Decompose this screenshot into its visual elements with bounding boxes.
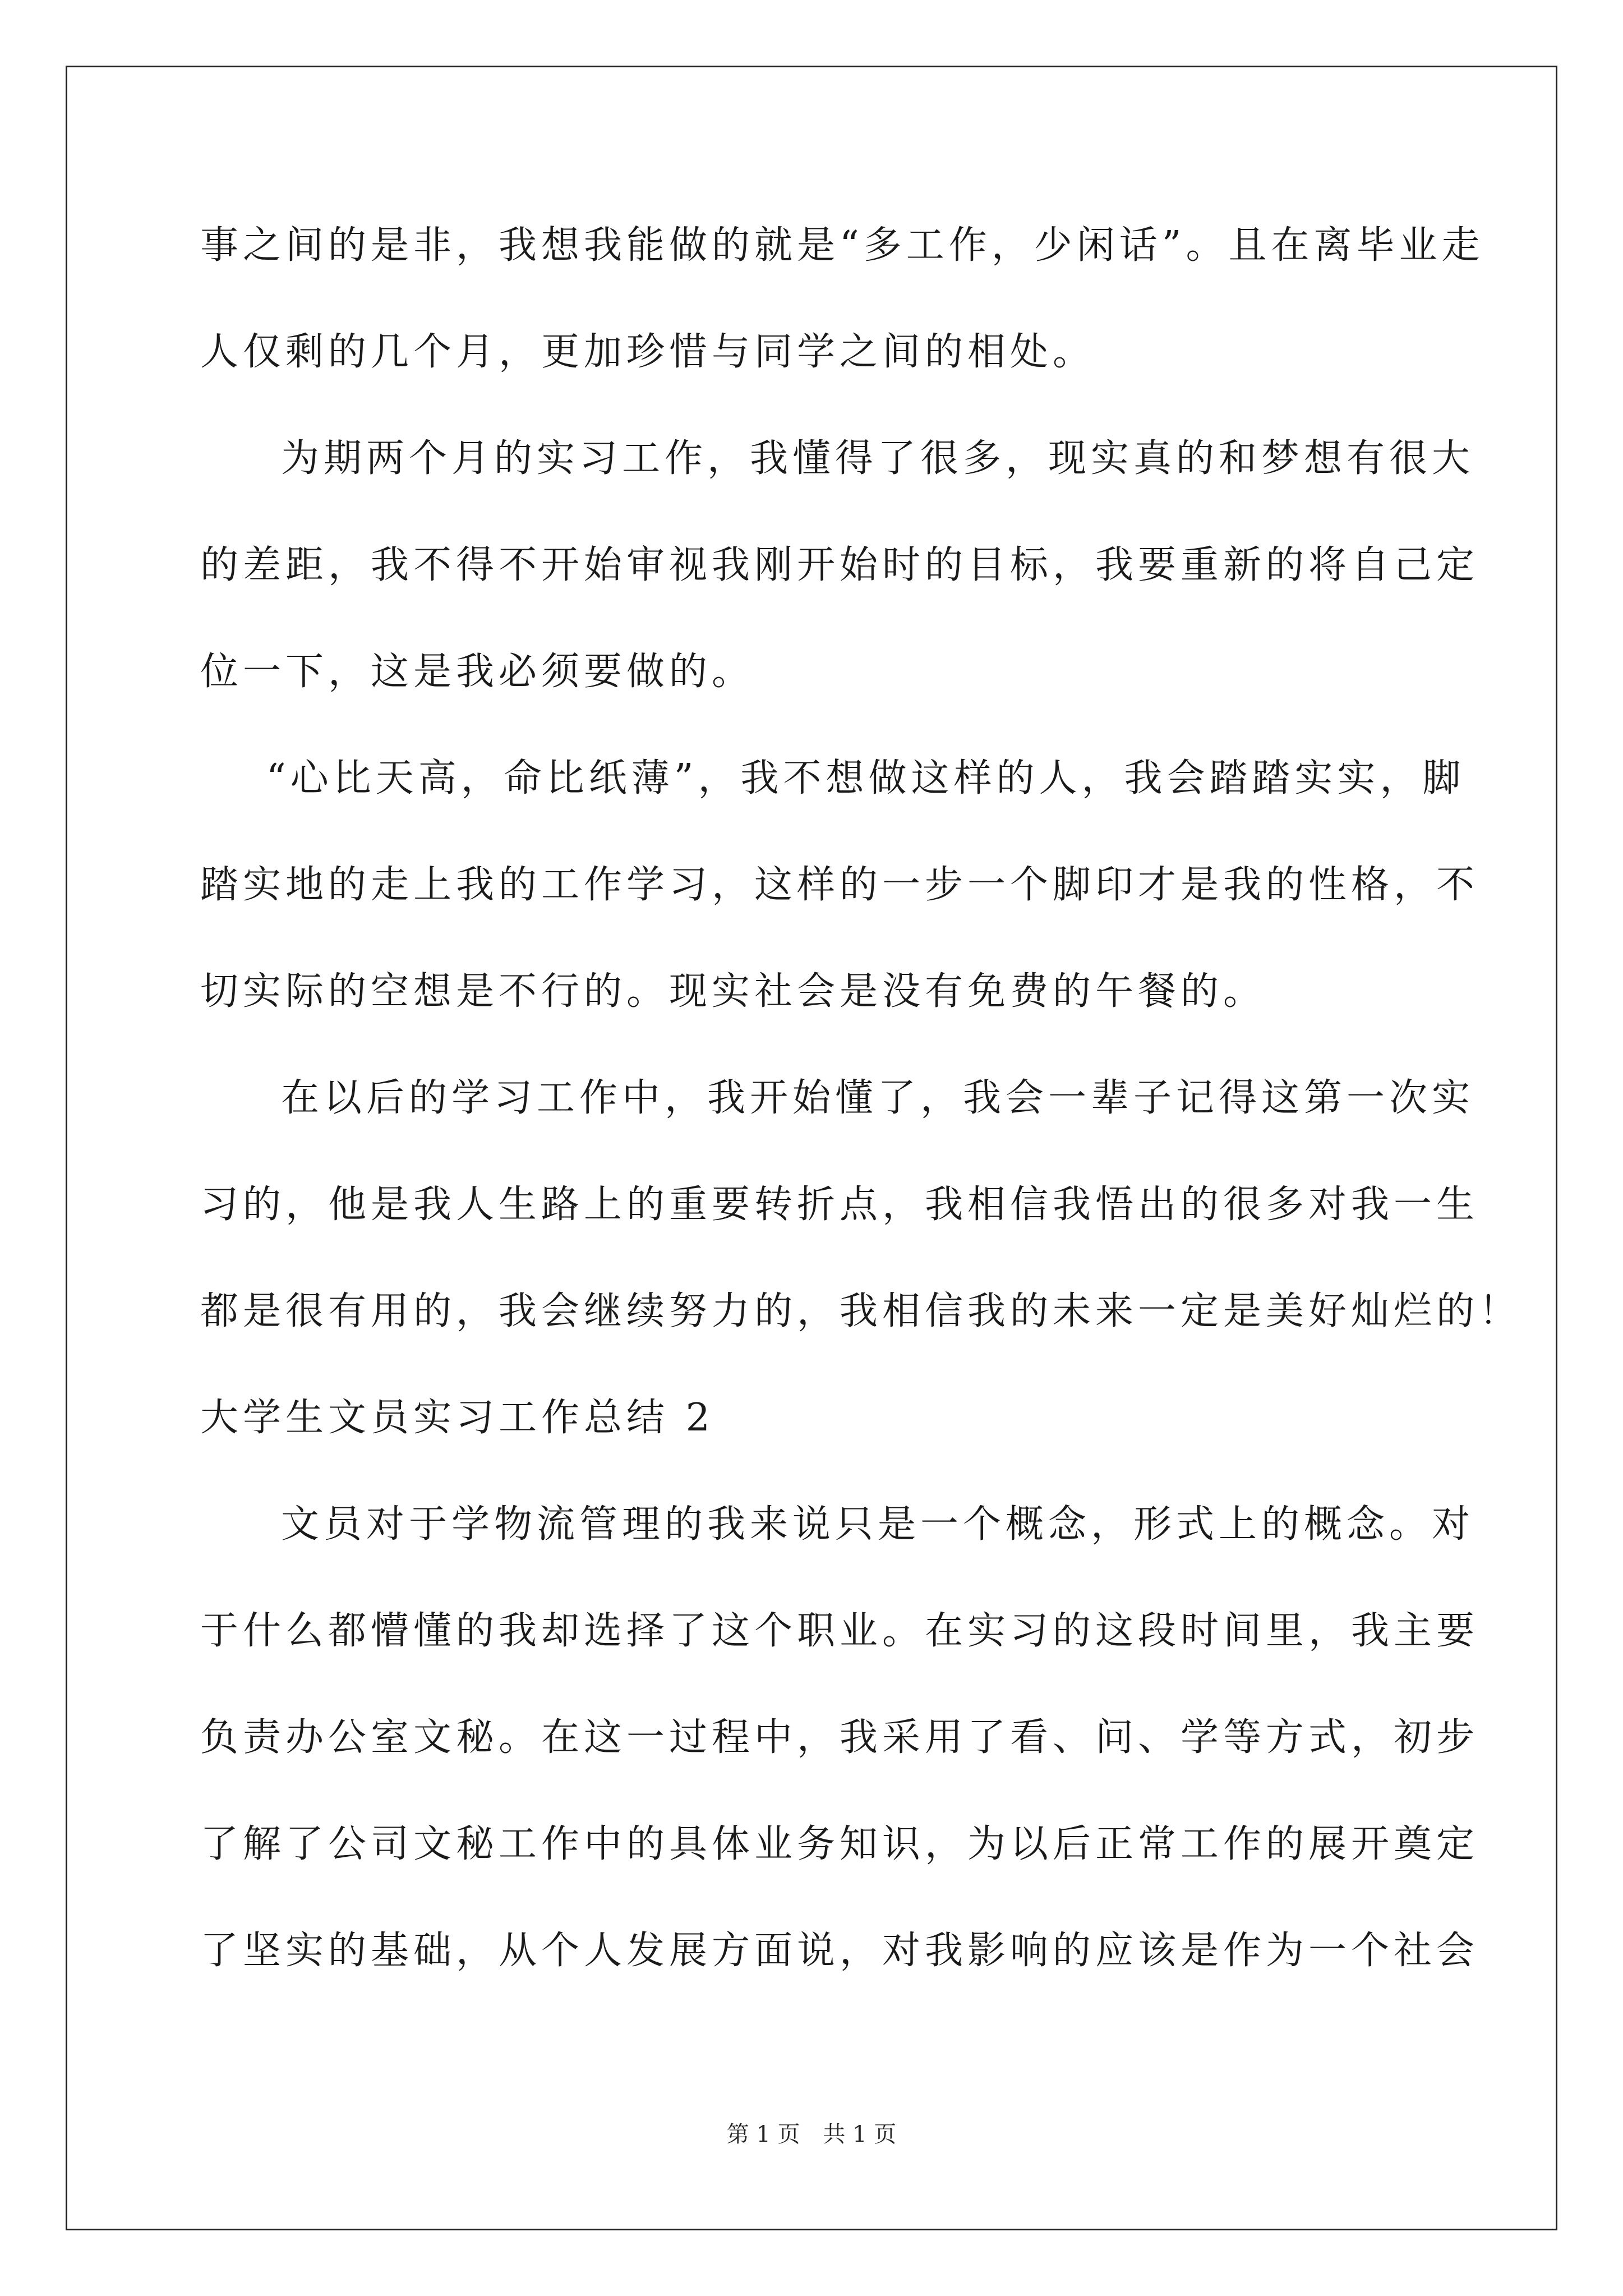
page-total: 共 1 页 — [823, 2122, 897, 2147]
text-line-1: 事之间的是非，我想我能做的就是“多工作，少闲话”。且在离毕业走 — [200, 223, 1484, 268]
text-line-15: 负责办公室文秘。在这一过程中，我采用了看、问、学等方式，初步 — [200, 1715, 1479, 1760]
text-line-17: 了坚实的基础，从个人发展方面说，对我影响的应该是作为一个社会 — [200, 1929, 1479, 1973]
document-body — [200, 212, 1522, 2024]
text-line-14: 于什么都懵懂的我却选择了这个职业。在实习的这段时间里，我主要 — [200, 1609, 1479, 1653]
text-line-16: 了解了公司文秘工作中的具体业务知识，为以后正常工作的展开奠定 — [200, 1822, 1479, 1866]
text-line-7: 踏实地的走上我的工作学习，这样的一步一个脚印才是我的性格，不 — [200, 863, 1479, 907]
text-line-3: 为期两个月的实习工作，我懂得了很多，现实真的和梦想有很大 — [281, 436, 1475, 481]
text-line-10: 习的，他是我人生路上的重要转折点，我相信我悟出的很多对我一生 — [200, 1182, 1479, 1227]
page-number: 第 1 页 — [726, 2122, 800, 2147]
section-heading: 大学生文员实习工作总结 2 — [200, 1396, 714, 1440]
text-line-2: 人仅剩的几个月，更加珍惜与同学之间的相处。 — [200, 330, 1096, 374]
text-line-13: 文员对于学物流管理的我来说只是一个概念，形式上的概念。对 — [281, 1502, 1475, 1547]
text-line-9: 在以后的学习工作中，我开始懂了，我会一辈子记得这第一次实 — [281, 1076, 1475, 1120]
page-footer — [0, 2118, 1623, 2151]
text-line-6: “心比天高，命比纸薄”，我不想做这样的人，我会踏踏实实，脚 — [266, 756, 1465, 800]
text-line-4: 的差距，我不得不开始审视我刚开始时的目标，我要重新的将自己定 — [200, 543, 1479, 587]
text-line-11: 都是很有用的，我会继续努力的，我相信我的未来一定是美好灿烂的！ — [200, 1289, 1522, 1333]
text-line-5: 位一下，这是我必须要做的。 — [200, 650, 755, 694]
text-line-8: 切实际的空想是不行的。现实社会是没有免费的午餐的。 — [200, 969, 1266, 1014]
